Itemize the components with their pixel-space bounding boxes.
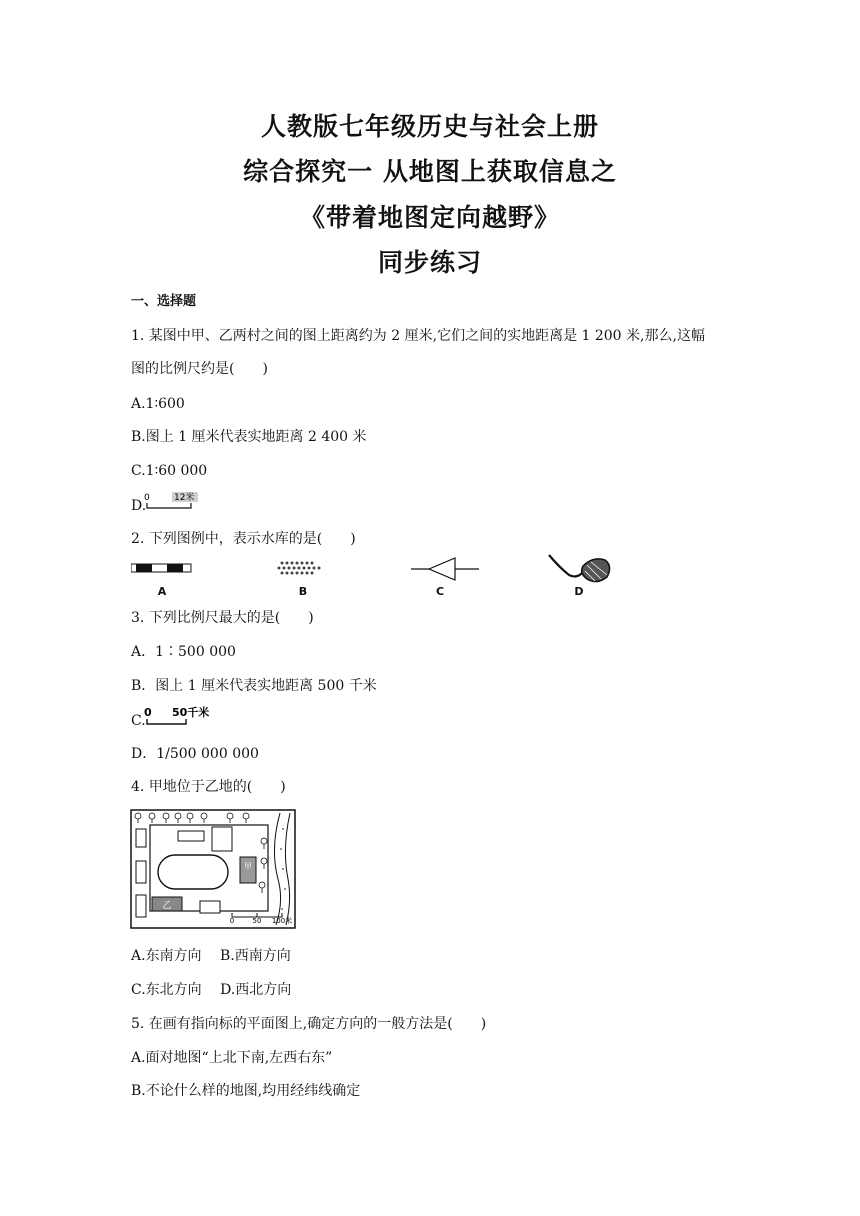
q4-options-ab: A.东南方向 B.西南方向 — [131, 948, 291, 964]
map-building — [136, 861, 146, 883]
q1-option-a: A.1∶600 — [131, 396, 185, 412]
legend-c-triangle-icon — [411, 558, 479, 580]
map-sports-track — [158, 855, 228, 889]
map-building — [136, 829, 146, 847]
q4-stem: 4. 甲地位于乙地的( ) — [131, 779, 286, 795]
legend-b-dotted-area-icon — [278, 562, 321, 575]
q5-stem: 5. 在画有指向标的平面图上,确定方向的一般方法是( ) — [131, 1016, 487, 1032]
q1-option-c: C.1∶60 000 — [131, 463, 208, 479]
legend-d-reservoir-icon — [549, 555, 610, 582]
doc-title-line3: 《带着地图定向越野》 — [299, 203, 560, 232]
doc-title-line2: 综合探究一 从地图上获取信息之 — [243, 157, 617, 186]
q2-label-a: A — [157, 585, 167, 598]
map-building — [136, 895, 146, 917]
q2-label-d: D — [574, 585, 584, 598]
q1-scale-line — [147, 503, 191, 508]
q1-stem-line1: 1. 某图中甲、乙两村之间的图上距离约为 2 厘米,它们之间的实地距离是 1 200 米,那么,这幅 — [131, 328, 705, 344]
q1-option-d-prefix: D. — [131, 498, 147, 514]
q4-map-figure — [130, 809, 297, 930]
q1-scale-left-label: 0 — [144, 493, 150, 503]
map-scale-100: 100米 — [271, 917, 293, 925]
map-building — [200, 901, 220, 913]
q2-stem: 2. 下列图例中，表示水库的是( ) — [131, 531, 356, 547]
map-label-jia: 甲 — [244, 862, 252, 871]
q4-options-cd: C.东北方向 D.西北方向 — [131, 982, 292, 998]
q1-stem-line2: 图的比例尺约是( ) — [131, 361, 268, 377]
q5-option-a: A.面对地图“上北下南,左西右东” — [131, 1050, 333, 1066]
q3-scale-right-label: 50千米 — [172, 706, 210, 719]
q3-scale-line — [147, 719, 186, 724]
map-label-yi: 乙 — [162, 901, 172, 911]
doc-title-line1: 人教版七年级历史与社会上册 — [260, 112, 599, 141]
q2-label-c: C — [435, 585, 445, 598]
q1-option-b: B.图上 1 厘米代表实地距离 2 400 米 — [131, 429, 367, 445]
map-building — [178, 831, 204, 841]
q3-option-d: D．1/500 000 000 — [131, 746, 259, 762]
map-scale-50: 50 — [252, 917, 262, 925]
q1-scale-bar — [143, 490, 203, 514]
section-heading: 一、选择题 — [131, 294, 197, 309]
map-building — [212, 827, 232, 851]
doc-title-line4: 同步练习 — [377, 248, 482, 277]
q3-option-c-prefix: C. — [131, 713, 146, 729]
legend-a-railway-icon — [131, 564, 191, 572]
q3-option-b: B．图上 1 厘米代表实地距离 500 千米 — [131, 678, 377, 694]
q3-option-a: A．1∶500 000 — [131, 644, 236, 660]
q2-label-b: B — [298, 585, 308, 598]
map-scale-0: 0 — [229, 917, 235, 925]
q2-legend-figure — [131, 553, 621, 585]
q1-scale-right-label: 12米 — [174, 493, 195, 503]
q5-option-b: B.不论什么样的地图,均用经纬线确定 — [131, 1083, 361, 1099]
q3-stem: 3. 下列比例尺最大的是( ) — [131, 610, 314, 626]
q3-scale-left-label: 0 — [144, 706, 152, 719]
q3-scale-bar — [144, 705, 218, 729]
